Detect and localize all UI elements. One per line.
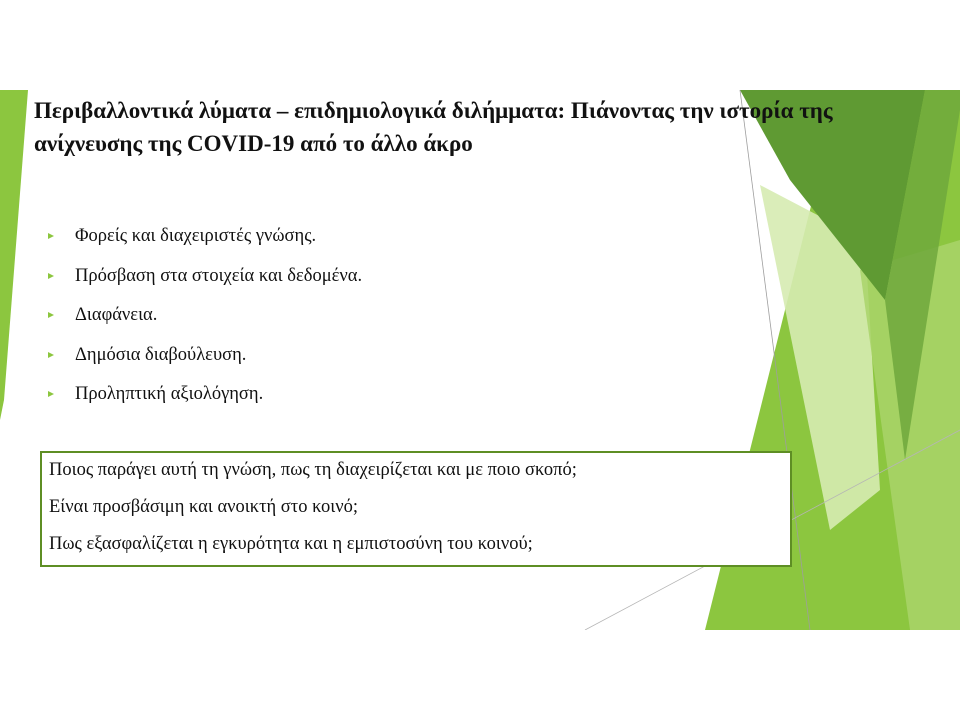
question-line: Είναι προσβάσιμη και ανοικτή στο κοινό;	[49, 497, 358, 517]
list-item	[48, 343, 362, 383]
bullet-text: Πρόσβαση στα στοιχεία και δεδομένα.	[75, 265, 363, 286]
list-item	[48, 382, 362, 422]
question-line: Πως εξασφαλίζεται η εγκυρότητα και η εμπιστοσύνη του κοινού;	[49, 534, 533, 554]
list-item	[48, 264, 362, 304]
list-item	[48, 303, 362, 343]
bullet-text: Προληπτική αξιολόγηση.	[75, 384, 264, 404]
slide-title: Περιβαλλοντικά λύματα – επιδημιολογικά διλήμματα: Πιάνοντας την ιστορία της ανίχνευσης της COVID-19 από το άλλο άκρο	[34, 98, 833, 156]
bullet-arrow-icon	[48, 233, 54, 239]
bullet-text: Διαφάνεια.	[75, 305, 158, 325]
bullet-text: Δημόσια διαβούλευση.	[75, 344, 247, 365]
list-item	[48, 224, 362, 264]
bullet-text: Φορείς και διαχειριστές γνώσης.	[75, 226, 317, 246]
bullet-arrow-icon	[48, 273, 54, 279]
bullet-arrow-icon	[48, 312, 54, 318]
bullet-arrow-icon	[48, 391, 54, 397]
left-green-shape	[0, 90, 28, 420]
bullet-list	[48, 224, 362, 422]
slide	[0, 90, 960, 630]
question-line: Ποιος παράγει αυτή τη γνώση, πως τη διαχειρίζεται και με ποιο σκοπό;	[49, 460, 577, 480]
questions-box	[40, 451, 792, 567]
bullet-arrow-icon	[48, 352, 54, 358]
